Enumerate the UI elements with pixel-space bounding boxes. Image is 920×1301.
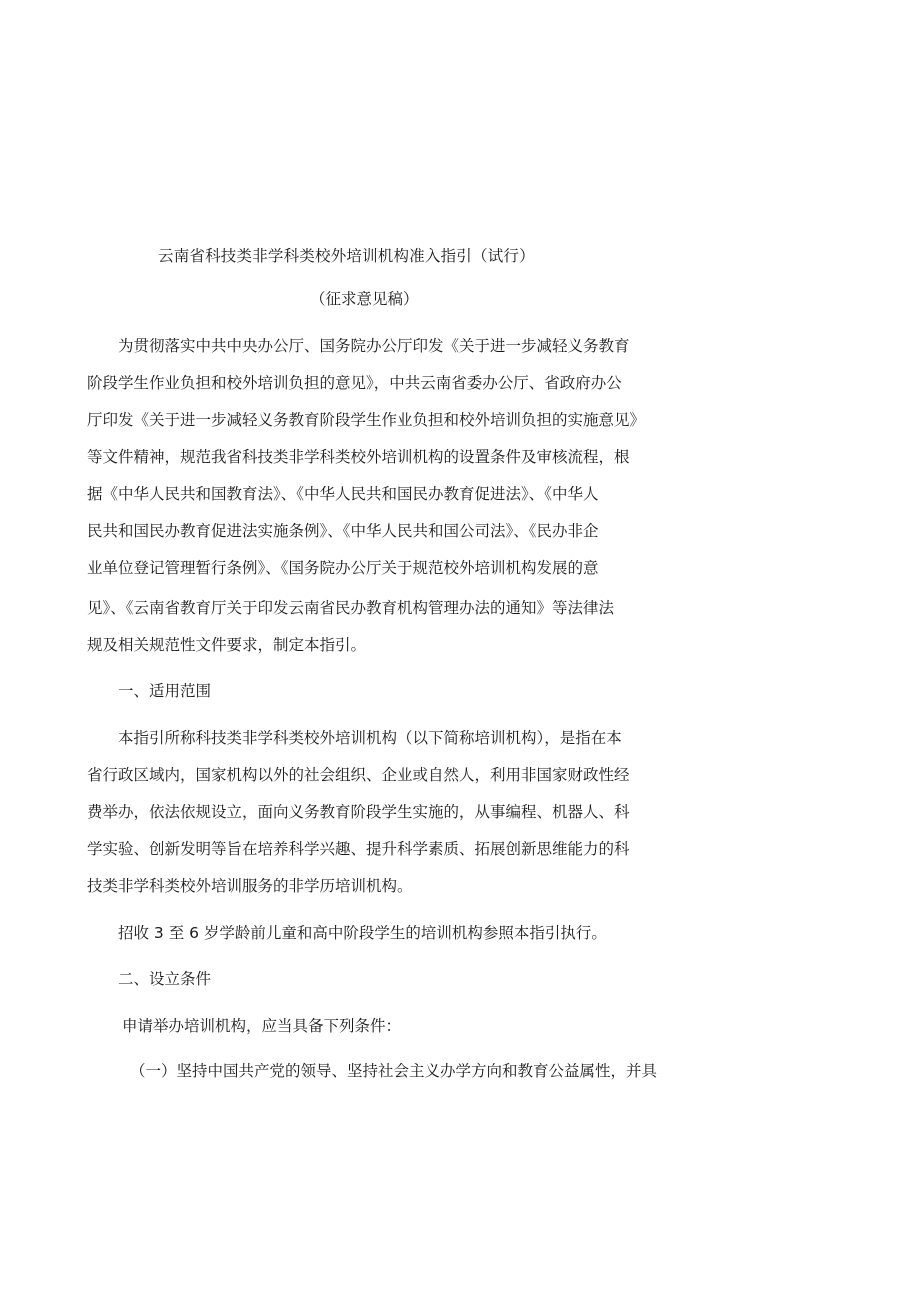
paragraph-line: 为贯彻落实中共中央办公厅、国务院办公厅印发《关于进一步减轻义务教育: [118, 337, 630, 355]
paragraph-line: 等文件精神，规范我省科技类非学科类校外培训机构的设置条件及审核流程，根: [87, 448, 630, 466]
document-subtitle: （征求意见稿）: [310, 290, 419, 308]
paragraph-line: 规及相关规范性文件要求，制定本指引。: [87, 636, 367, 654]
paragraph-line: 阶段学生作业负担和校外培训负担的意见》，中共云南省委办公厅、省政府办公: [87, 374, 622, 392]
paragraph-line: 见》、《云南省教育厅关于印发云南省民办教育机构管理办法的通知》等法律法: [87, 599, 615, 617]
paragraph-line: 费举办，依法依规设立，面向义务教育阶段学生实施的，从事编程、机器人、科: [87, 803, 630, 821]
paragraph-line: 省行政区域内，国家机构以外的社会组织、企业或自然人，利用非国家财政性经: [87, 766, 630, 784]
paragraph-line: 技类非学科类校外培训服务的非学历培训机构。: [87, 877, 413, 895]
document-title: 云南省科技类非学科类校外培训机构准入指引（试行）: [158, 247, 535, 265]
paragraph-line: 厅印发《关于进一步减轻义务教育阶段学生作业负担和校外培训负担的实施意见》: [87, 411, 646, 429]
paragraph-line: 本指引所称科技类非学科类校外培训机构（以下简称培训机构），是指在本: [118, 729, 622, 747]
list-item: （一）坚持中国共产党的领导、坚持社会主义办学方向和教育公益属性，并具: [130, 1062, 658, 1080]
paragraph-line: 业单位登记管理暂行条例》、《国务院办公厅关于规范校外培训机构发展的意: [87, 559, 599, 577]
paragraph-line: 招收 3 至 6 岁学龄前儿童和高中阶段学生的培训机构参照本指引执行。: [118, 924, 607, 942]
paragraph-line: 民共和国民办教育促进法实施条例》、《中华人民共和国公司法》、《民办非企: [87, 522, 599, 540]
paragraph-line: 申请举办培训机构，应当具备下列条件：: [122, 1017, 402, 1035]
paragraph-line: 学实验、创新发明等旨在培养科学兴趣、提升科学素质、拓展创新思维能力的科: [87, 840, 630, 858]
section-heading: 一、适用范围: [118, 682, 212, 700]
section-heading: 二、设立条件: [118, 970, 212, 988]
paragraph-line: 据《中华人民共和国教育法》、《中华人民共和国民办教育促进法》、《中华人: [87, 485, 599, 503]
